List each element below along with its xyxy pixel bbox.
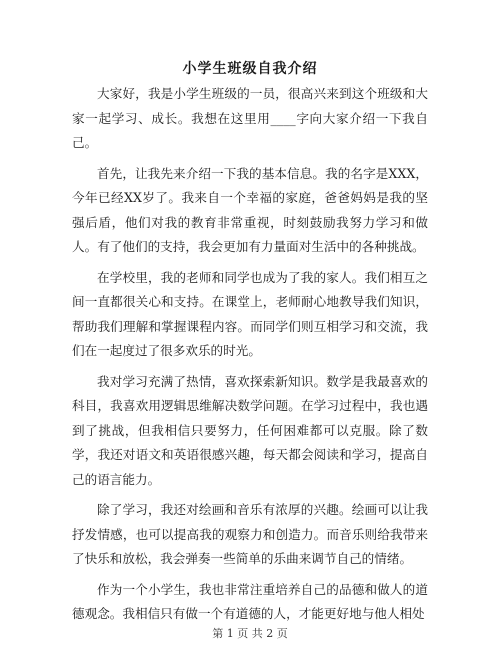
page-footer: 第 1 页 共 2 页: [212, 627, 288, 640]
paragraph-study: 我对学习充满了热情，喜欢探索新知识。数学是我最喜欢的科目，我喜欢用逻辑思维解决数学问题。在学习过程中，我也遇到了挑战，但我相信只要努力，任何困难都可以克服。除了数学，我还对语文和英语很感兴趣，每天都会阅读和学习，提高自己的语言能力。: [72, 373, 428, 487]
paragraph-basic-info: 首先，让我先来介绍一下我的基本信息。我的名字是XXX，今年已经XX岁了。我来自一个幸福的家庭，爸爸妈妈是我的坚强后盾，他们对我的教育非常重视，时刻鼓励我努力学习和做人。有了他们的支持，我会更加有力量面对生活中的各种挑战。: [72, 165, 428, 254]
paragraph-hobbies: 除了学习，我还对绘画和音乐有浓厚的兴趣。绘画可以让我抒发情感，也可以提高我的观察力和创造力。而音乐则给我带来了快乐和放松，我会弹奏一些简单的乐曲来调节自己的情绪。: [72, 502, 428, 566]
paragraph-school: 在学校里，我的老师和同学也成为了我的家人。我们相互之间一直都很关心和支持。在课堂上，老师耐心地教导我们知识，帮助我们理解和掌握课程内容。而同学们则互相学习和交流，我们在一起度过了很多欢乐的时光。: [72, 269, 428, 358]
paragraph-morality: 作为一个小学生，我也非常注重培养自己的品德和做人的道德观念。我相信只有做一个有道德的人，才能更好地与他人相处: [72, 581, 428, 621]
document-title: 小学生班级自我介绍: [182, 61, 318, 77]
document-body: [72, 82, 428, 633]
paragraph-intro: 大家好，我是小学生班级的一员，很高兴来到这个班级和大家一起学习、成长。我想在这里用____字向大家介绍一下我自己。: [72, 86, 428, 150]
